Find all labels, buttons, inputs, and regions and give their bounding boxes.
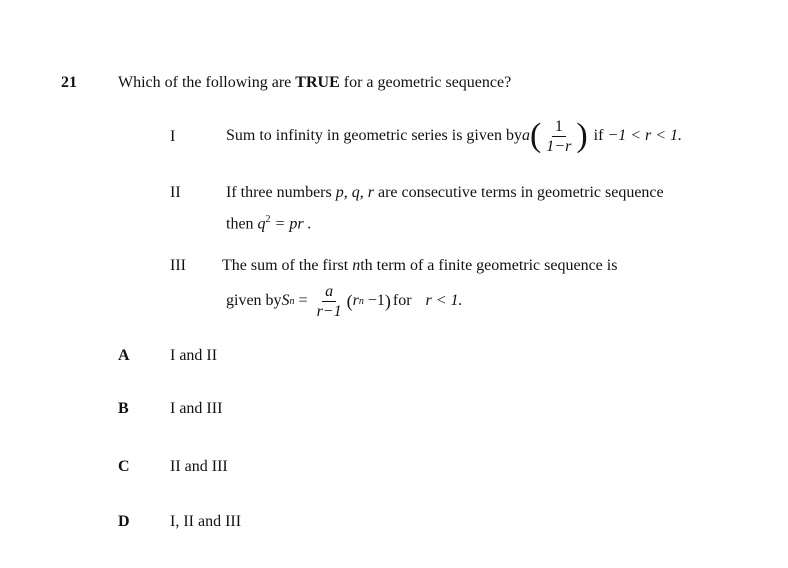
statement-2-text: If three numbers (226, 184, 336, 201)
statement-1-paren-open: ( (529, 117, 542, 154)
question-text-before: Which of the following are (118, 74, 296, 91)
statement-2-numeral: II (170, 184, 181, 201)
option-c-text[interactable]: II and III (170, 458, 228, 475)
question-text (118, 74, 511, 92)
statement-3-condition: r < 1. (425, 292, 463, 309)
question-text-after: for a geometric sequence? (339, 74, 512, 91)
option-a-letter[interactable]: A (118, 347, 130, 364)
statement-2-q: q (257, 215, 266, 233)
statement-3-numeral: III (170, 257, 186, 274)
statement-1-frac-num: 1 (552, 118, 566, 137)
statement-1-condition: −1 < r < 1. (607, 127, 683, 144)
statement-3-frac-den: r−1 (316, 302, 342, 320)
question-text-bold: TRUE (295, 74, 340, 91)
statement-3-text: The sum of the first (222, 257, 353, 274)
question-number: 21 (61, 74, 77, 91)
statement-1-paren-close: ) (576, 117, 588, 154)
statement-3-equals: = (294, 292, 312, 309)
statement-3-given-by: given by (226, 292, 282, 309)
statement-3-S-sub: n (289, 295, 295, 307)
statement-3-fraction (314, 283, 345, 320)
option-c-letter[interactable]: C (118, 458, 130, 475)
statement-3-rest: th term of a finite geometric sequence is (360, 257, 618, 274)
statement-1-numeral: I (170, 128, 176, 145)
statement-3-minus-one: −1 (363, 292, 385, 309)
statement-3-for: for (392, 292, 412, 309)
statement-3-S: S (281, 292, 290, 309)
statement-3-r: r (352, 292, 359, 309)
statement-3-line1 (222, 257, 617, 275)
statement-2-exp: 2 (265, 214, 271, 225)
option-d-letter[interactable]: D (118, 513, 130, 530)
option-b-letter[interactable]: B (118, 400, 129, 417)
statement-1-if: if (593, 127, 604, 144)
statement-3-frac-num: a (322, 283, 336, 302)
option-d-text[interactable]: I, II and III (170, 513, 242, 530)
statement-3-bracket-open: ( (346, 290, 353, 311)
statement-3-n: n (352, 257, 361, 274)
statement-2-line2 (226, 214, 312, 233)
statement-2-rhs: = pr . (270, 215, 312, 233)
statement-2-vars: p, q, r (335, 184, 374, 201)
statement-1-a: a (521, 127, 530, 144)
statement-1-fraction (543, 118, 574, 155)
statement-3-bracket-close: ) (384, 290, 391, 311)
statement-3-r-exp: n (358, 295, 364, 307)
statement-1-frac-den: 1−r (546, 137, 572, 155)
statement-1-text: Sum to infinity in geometric series is given by (226, 127, 522, 144)
statement-2-then: then (226, 215, 258, 233)
statement-2-line1 (226, 184, 664, 202)
statement-1 (226, 116, 682, 156)
option-b-text[interactable]: I and III (170, 400, 223, 417)
option-a-text[interactable]: I and II (170, 347, 218, 364)
statement-3-line2 (226, 282, 463, 320)
statement-2-rest: are consecutive terms in geometric sequence (373, 184, 664, 201)
